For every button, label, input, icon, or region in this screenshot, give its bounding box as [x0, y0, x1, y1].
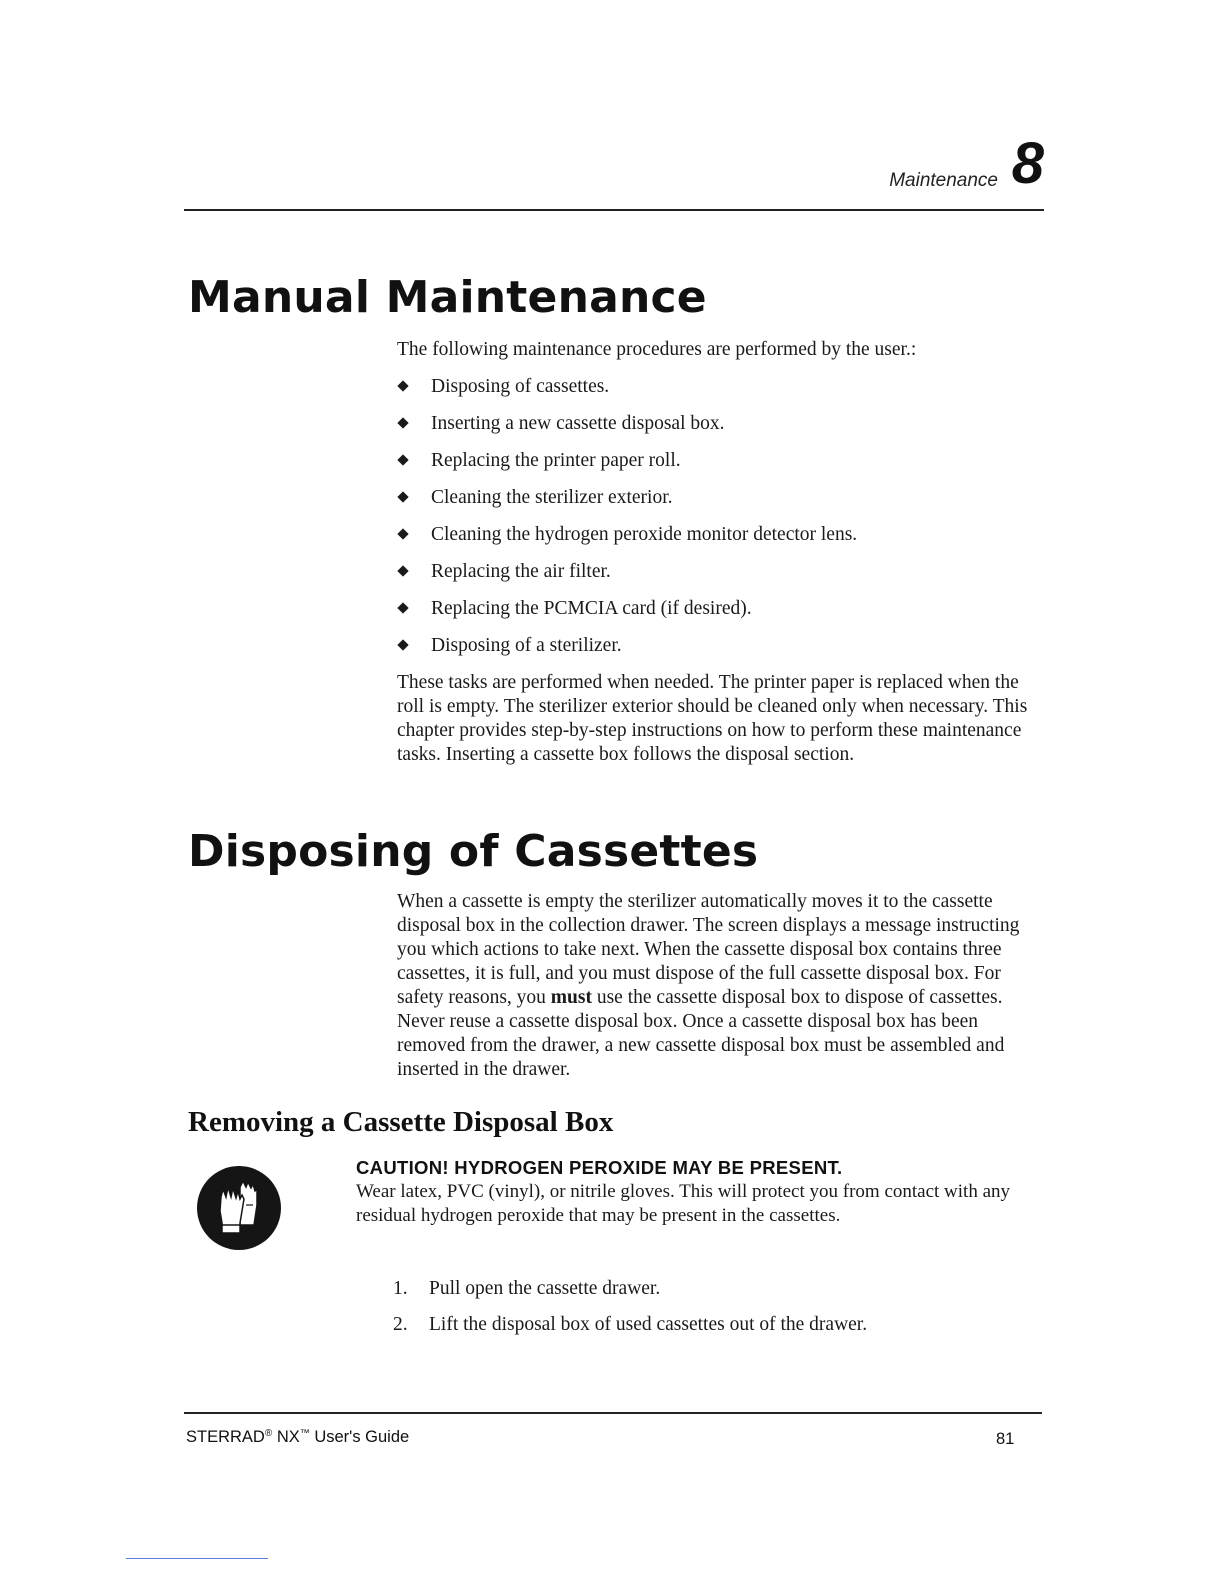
list-item: Disposing of cassettes. — [397, 375, 1045, 412]
list-item: Cleaning the sterilizer exterior. — [397, 486, 1045, 523]
caution-text: Wear latex, PVC (vinyl), or nitrile gloves. This will protect you from contact with any residual hydrogen peroxide that may be present in the cassettes. — [356, 1181, 1011, 1226]
gloves-icon — [196, 1165, 282, 1251]
diamond-bullet-icon — [397, 380, 408, 391]
intro-text: The following maintenance procedures are performed by the user.: — [397, 339, 917, 360]
caution-title: CAUTION! HYDROGEN PEROXIDE MAY BE PRESENT. — [356, 1157, 843, 1178]
chapter-number: 8 — [1011, 131, 1044, 196]
emphasis-must: must — [550, 987, 592, 1008]
list-item — [393, 1277, 867, 1313]
step-text: Lift the disposal box of used cassettes out of the drawer. — [429, 1314, 868, 1335]
manual-maintenance-body — [397, 338, 1045, 767]
diamond-bullet-icon — [397, 491, 408, 502]
step-number: 2. — [393, 1314, 408, 1335]
footer-guide-title: STERRAD® NX™ User's Guide — [186, 1428, 410, 1446]
maintenance-summary: These tasks are performed when needed. The printer paper is replaced when the roll is empty. The sterilizer exterior should be cleaned only when necessary. This chapter provides step-by-step instructions on how to perform these maintenance tasks. Inserting a cassette box follows the disposal section. — [397, 672, 1028, 765]
list-item — [393, 1313, 867, 1349]
diamond-bullet-icon — [397, 565, 408, 576]
page-number: 81 — [996, 1430, 1015, 1448]
diamond-bullet-icon — [397, 528, 408, 539]
footer-divider — [184, 1412, 1042, 1414]
disposing-body — [397, 890, 1045, 1082]
running-header — [184, 130, 1044, 210]
list-item: Cleaning the hydrogen peroxide monitor detector lens. — [397, 523, 1045, 560]
list-item: Replacing the printer paper roll. — [397, 449, 1045, 486]
list-item: Disposing of a sterilizer. — [397, 634, 1045, 671]
diamond-bullet-icon — [397, 602, 408, 613]
removal-steps — [393, 1277, 867, 1349]
caution-block — [356, 1156, 1046, 1228]
header-divider — [184, 209, 1044, 211]
disposing-paragraph: When a cassette is empty the sterilizer automatically moves it to the cassette disposal box in the collection drawer. The screen displays a message instructing you which actions to take next. When the cassette disposal box contains three cassettes, it is full, and you must dispose of the full cassette disposal box. For safety reasons, you must use the cassette disposal box to dispose of cassettes. Never reuse a cassette disposal box. Once a cassette disposal box has been removed from the drawer, a new cassette disposal box must be assembled and inserted in the drawer. — [397, 891, 1020, 1080]
list-item: Replacing the PCMCIA card (if desired). — [397, 597, 1045, 634]
step-text: Pull open the cassette drawer. — [429, 1278, 661, 1299]
procedure-list — [397, 375, 1045, 671]
chapter-title: Maintenance — [889, 170, 998, 191]
scan-artifact-line — [126, 1558, 268, 1559]
list-item: Inserting a new cassette disposal box. — [397, 412, 1045, 449]
diamond-bullet-icon — [397, 417, 408, 428]
disposing-heading: Disposing of Cassettes — [188, 826, 759, 877]
manual-maintenance-heading: Manual Maintenance — [188, 272, 707, 323]
diamond-bullet-icon — [397, 639, 408, 650]
step-number: 1. — [393, 1278, 408, 1299]
diamond-bullet-icon — [397, 454, 408, 465]
list-item: Replacing the air filter. — [397, 560, 1045, 597]
removing-heading: Removing a Cassette Disposal Box — [188, 1106, 614, 1138]
